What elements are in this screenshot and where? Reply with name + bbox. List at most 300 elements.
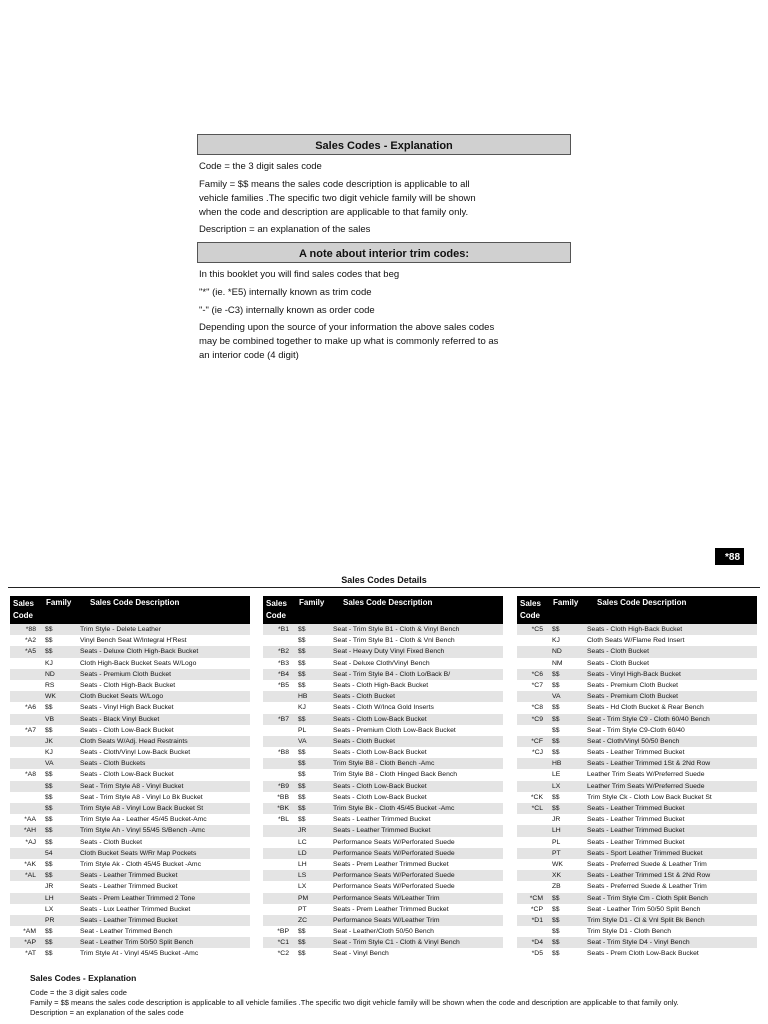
page-tag: *88 [715,548,744,565]
table-row [263,915,503,926]
table-row [263,803,503,814]
code-description: Seats - Vinyl High Back Bucket [80,704,174,712]
table-row [517,758,757,769]
table-row [517,725,757,736]
trim-note-line: "-" (ie -C3) internally known as order code [199,305,375,316]
family-code: $$ [45,793,53,801]
code-description: Seats - Leather Trimmed 1St & 2Nd Row [587,872,711,880]
family-code: LH [45,894,54,902]
table-row [517,736,757,747]
family-code: $$ [552,670,560,678]
sales-code: *C1 [277,939,289,947]
table-row [10,893,250,904]
family-code: $$ [298,939,306,947]
code-description: Leather Trim Seats W/Preferred Suede [587,771,705,779]
sales-code: *A8 [25,771,36,779]
code-description: Trim Style Aa - Leather 45/45 Bucket-Amc [80,816,207,824]
family-code: JR [45,883,54,891]
family-code: $$ [552,737,560,745]
family-code: VA [45,760,54,768]
table-row [10,635,250,646]
code-description: Seats - Premium Cloth Bucket [587,681,679,689]
column-header [10,596,250,624]
table-row [10,825,250,836]
family-code: $$ [298,771,306,779]
code-description: Seat - Trim Style Cm - Cloth Split Bench [587,894,708,902]
family-code: $$ [298,816,306,824]
family-code: $$ [45,637,53,645]
code-description: Trim Style Ah - Vinyl 55/45 S/Bench -Amc [80,827,206,835]
table-row [10,859,250,870]
table-row [10,702,250,713]
family-code: $$ [45,771,53,779]
sales-code: *BL [278,816,289,824]
divider [8,587,760,588]
column-header [517,596,757,624]
family-code: $$ [45,704,53,712]
table-row [10,948,250,959]
table-row [10,669,250,680]
code-description: Seats - Leather Trimmed Bucket [333,827,431,835]
table-row [517,915,757,926]
table-row [10,691,250,702]
family-code: WK [552,860,563,868]
code-description: Seats - Premium Cloth Bucket [587,693,679,701]
code-description: Seats - Leather Trimmed 1St & 2Nd Row [587,760,711,768]
table-row [10,792,250,803]
table-row [263,926,503,937]
table-row [517,893,757,904]
family-code: $$ [298,637,306,645]
sales-code: *CL [531,805,543,812]
sales-code: *CP [530,905,543,913]
family-code: $$ [552,793,560,801]
table-row [263,635,503,646]
code-description: Seats - Cloth Low-Back Bucket [80,726,174,734]
family-code: PR [45,916,55,924]
table-row [10,680,250,691]
family-code: $$ [45,939,53,947]
sales-code: *A7 [25,726,36,734]
table-row [10,646,250,657]
family-code: $$ [298,659,306,667]
table-row [10,870,250,881]
code-description: Trim Style A8 - Vinyl Low Back Bucket St [80,805,204,812]
sales-code: *B1 [278,626,289,633]
table-row [263,669,503,680]
sales-code: *AM [23,928,36,936]
code-description: Trim Style Bk - Cloth 45/45 Bucket -Amc [333,805,455,812]
family-code: PT [298,905,307,913]
family-code: LH [552,827,561,835]
family-code: $$ [552,704,560,712]
table-row [517,635,757,646]
table-row [10,624,250,635]
table-row [263,691,503,702]
table-row [263,881,503,892]
family-code: LH [298,860,307,868]
trim-note-line: "*" (ie. *E5) internally known as trim code [199,287,372,298]
table-row [263,624,503,635]
family-code: KJ [45,749,53,757]
table-row [263,646,503,657]
family-code: LX [298,883,307,891]
code-description: Seat - Trim Style B1 - Cloth & Vinyl Bench [333,626,460,633]
sales-code: *B8 [278,749,289,757]
family-code: HB [298,693,308,701]
table-row [263,658,503,669]
sales-code: *AH [23,827,36,835]
table-row [263,725,503,736]
code-description: Seat - Trim Style A8 - Vinyl Bucket [80,782,184,790]
sales-code: *C5 [531,626,543,633]
sales-code: *CF [531,737,543,745]
rows [517,624,757,960]
code-description: Seats - Leather Trimmed Bucket [80,883,178,891]
family-code: $$ [298,928,306,936]
code-description: Seat - Deluxe Cloth/Vinyl Bench [333,659,430,667]
sales-code: *AK [24,860,36,868]
table-row [10,769,250,780]
sales-code: *A6 [25,704,36,712]
code-description: Cloth Seats W/Adj. Head Restraints [80,737,188,745]
sales-code: *AT [25,950,36,958]
code-description: Seats - Lux Leather Trimmed Bucket [80,905,191,913]
sales-code: *AJ [25,838,36,846]
code-description: Cloth High-Back Bucket Seats W/Logo [80,659,197,667]
code-description: Performance Seats W/Perforated Suede [333,872,455,880]
family-code: $$ [45,805,53,812]
family-code: $$ [45,626,53,633]
code-description: Seats - Leather Trimmed Bucket [80,872,178,880]
table-row [517,714,757,725]
sales-code: *BB [277,793,289,801]
sales-code: *B9 [278,782,289,790]
family-code: JK [45,737,53,745]
code-description: Seats - Cloth Low-Back Bucket [333,793,427,801]
code-description: Trim Style Ck - Cloth Low Back Bucket St [587,793,712,801]
sales-code: *C2 [277,950,289,958]
code-description: Seats - Hd Cloth Bucket & Rear Bench [587,704,704,712]
rows [10,624,250,960]
sales-code: *B2 [278,648,289,656]
family-code: HB [552,760,562,768]
table-row [263,814,503,825]
table-row [263,758,503,769]
table-row [10,926,250,937]
code-description: Cloth Bucket Seats W/Rr Map Pockets [80,849,197,857]
sales-code: *C6 [531,670,543,678]
table-row [10,803,250,814]
sales-code: *B7 [278,715,289,723]
table-row [10,837,250,848]
header-code: Sales Code [266,599,287,620]
table-row [517,792,757,803]
table-row [517,781,757,792]
table-row [517,624,757,635]
family-code: $$ [552,905,560,913]
code-description: Trim Style D1 - Cl & Vnl Split Bk Bench [587,916,705,924]
header-description: Sales Code Description [597,598,687,607]
table-row [10,937,250,948]
code-description: Cloth Bucket Seats W/Logo [80,693,164,701]
code-description: Seats - Leather Trimmed Bucket [80,916,178,924]
family-code: $$ [298,782,306,790]
table-row [10,714,250,725]
family-code: PL [552,838,561,846]
family-code: $$ [552,726,560,734]
header-family: Family [299,598,325,607]
family-code: $$ [298,793,306,801]
code-description: Seats - Prem Leather Trimmed Bucket [333,860,449,868]
code-description: Seats - Leather Trimmed Bucket [587,805,685,812]
code-description: Seats - Preferred Suede & Leather Trim [587,860,707,868]
table-row [263,680,503,691]
table-row [517,825,757,836]
sales-code: *C7 [531,681,543,689]
code-description: Seats - Cloth Low-Back Bucket [80,771,174,779]
code-description: Trim Style At - Vinyl 45/45 Bucket -Amc [80,950,199,958]
code-description: Seat - Trim Style C1 - Cloth & Vinyl Bench [333,939,460,947]
code-description: Seats - Leather Trimmed Bucket [587,827,685,835]
code-description: Seat - Leather Trimmed Bench [80,928,173,936]
family-code: $$ [45,860,53,868]
details-title: Sales Codes Details [341,575,427,585]
family-code: $$ [298,715,306,723]
code-description: Vinyl Bench Seat W/Integral H'Rest [80,637,187,645]
table-row [517,646,757,657]
code-description: Seats - Premium Cloth Bucket [80,670,172,678]
table-row [517,769,757,780]
table-row [10,904,250,915]
code-description: Performance Seats W/Perforated Suede [333,838,455,846]
sales-code: *C8 [531,704,543,712]
table-row [263,736,503,747]
family-code: PL [298,726,307,734]
family-code: LC [298,838,307,846]
code-description: Trim Style B8 - Cloth Bench -Amc [333,760,435,768]
code-description: Seats - Prem Leather Trimmed Bucket [333,905,449,913]
code-description: Seats - Cloth Bucket [80,838,142,846]
family-code: ND [45,670,55,678]
family-code: $$ [298,681,306,689]
code-description: Seats - Cloth/Vinyl Low-Back Bucket [80,749,191,757]
table-row [517,937,757,948]
code-description: Seats - Leather Trimmed Bucket [587,749,685,757]
sales-code: *D4 [531,939,543,947]
column-header [263,596,503,624]
family-code: $$ [45,827,53,835]
rows [263,624,503,960]
code-description: Trim Style B8 - Cloth Hinged Back Bench [333,771,458,779]
table-row [10,781,250,792]
family-code: $$ [45,648,53,656]
sales-code: *BK [277,805,289,812]
table-row [517,948,757,959]
table-row [263,837,503,848]
code-description: Seats - Cloth Bucket [587,659,649,667]
family-code: $$ [552,626,560,633]
sales-code: *B4 [278,670,289,678]
code-description: Seat - Trim Style A8 - Vinyl Lo Bk Bucket [80,793,203,801]
family-code: $$ [45,872,53,880]
code-description: Performance Seats W/Leather Trim [333,894,440,902]
codes-column [517,596,757,960]
family-code: VB [45,715,55,723]
family-code: $$ [298,760,306,768]
family-code: $$ [552,715,560,723]
sales-code: *D1 [531,916,543,924]
code-description: Seats - Premium Cloth Low-Back Bucket [333,726,456,734]
code-description: Seats - Deluxe Cloth High-Back Bucket [80,648,199,656]
family-code: JR [298,827,307,835]
sales-code: *D5 [531,950,543,958]
family-code: $$ [298,670,306,678]
family-code: VA [298,737,307,745]
sales-code: *CK [530,793,543,801]
code-description: Seat - Trim Style D4 - Vinyl Bench [587,939,690,947]
header-code: Sales Code [13,599,34,620]
description-definition: Description = an explanation of the sales [199,224,371,235]
table-row [263,937,503,948]
code-description: Seats - Black Vinyl Bucket [80,715,160,723]
family-code: $$ [298,648,306,656]
family-code: ZB [552,883,561,891]
code-description: Seat - Vinyl Bench [333,950,389,958]
family-code: $$ [552,928,560,936]
table-row [10,747,250,758]
table-row [517,904,757,915]
family-code: PM [298,894,309,902]
header-family: Family [46,598,72,607]
family-code: LD [298,849,307,857]
family-code: WK [45,693,56,701]
code-definition: Code = the 3 digit sales code [199,161,322,172]
family-code: ZC [298,916,308,924]
table-row [517,870,757,881]
table-row [263,948,503,959]
family-code: $$ [552,916,560,924]
table-row [10,758,250,769]
family-code: KJ [298,704,306,712]
family-code: LS [298,872,307,880]
sales-code: *C9 [531,715,543,723]
family-code: 54 [45,849,53,857]
code-description: Seat - Trim Style B1 - Cloth & Vnl Bench [333,637,455,645]
table-row [263,904,503,915]
code-description: Performance Seats W/Leather Trim [333,916,440,924]
table-row [517,859,757,870]
table-row [263,792,503,803]
family-code: $$ [45,838,53,846]
codes-column [10,596,250,960]
family-code: $$ [552,939,560,947]
bottom-line: Description = an explanation of the sales code [30,1008,184,1017]
sales-code: *CJ [532,749,543,757]
code-description: Seats - Prem Cloth Low-Back Bucket [587,950,699,958]
table-row [263,781,503,792]
explanation-title: Sales Codes - Explanation [197,134,571,155]
family-code: $$ [45,928,53,936]
family-code: ND [552,648,562,656]
trim-note-paragraph: Depending upon the source of your information the above sales codes may be combined together to make up what is commonly referred to as an interior code (4 digit) [199,322,499,361]
family-code: KJ [552,637,560,645]
table-row [263,769,503,780]
sales-code: *A5 [25,648,36,656]
code-description: Seats - Cloth Buckets [80,760,146,768]
family-code: $$ [298,950,306,958]
code-description: Seats - Cloth Low-Back Bucket [333,782,427,790]
sales-code: *AA [24,816,36,824]
code-description: Seats - Sport Leather Trimmed Bucket [587,849,703,857]
table-row [517,680,757,691]
table-row [263,714,503,725]
table-row [263,893,503,904]
sales-code: *B3 [278,659,289,667]
table-row [517,848,757,859]
table-row [517,881,757,892]
header-code: Sales Code [520,599,541,620]
code-description: Seats - Leather Trimmed Bucket [587,816,685,824]
family-code: $$ [45,816,53,824]
family-code: XK [552,872,562,880]
code-description: Seats - Cloth Low-Back Bucket [333,749,427,757]
code-description: Seat - Trim Style C9 - Cloth 60/40 Bench [587,715,710,723]
family-code: NM [552,659,563,667]
code-description: Seats - Cloth Bucket [333,693,395,701]
table-row [10,725,250,736]
table-row [517,669,757,680]
code-description: Seats - Cloth Bucket [333,737,395,745]
code-description: Seats - Prem Leather Trimmed 2 Tone [80,894,196,902]
trim-note-line: In this booklet you will find sales codes that beg [199,269,400,280]
table-row [10,881,250,892]
family-code: LX [552,782,561,790]
family-code: $$ [552,805,560,812]
family-code: $$ [552,681,560,689]
sales-code: *B5 [278,681,289,689]
family-code: LE [552,771,561,779]
table-row [10,814,250,825]
family-definition: Family = $$ means the sales code description is applicable to all vehicle families .The specific two digit vehicle family will be shown when the code and description are applicable to that family only. [199,179,476,218]
table-row [517,691,757,702]
sales-code: *BP [277,928,289,936]
code-description: Seats - Leather Trimmed Bucket [587,838,685,846]
code-description: Seat - Cloth/Vinyl 50/50 Bench [587,737,680,745]
code-description: Seats - Cloth High-Back Bucket [587,626,683,633]
code-description: Seats - Cloth W/Inca Gold Inserts [333,704,434,712]
table-row [517,747,757,758]
code-description: Seat - Leather Trim 50/50 Split Bench [80,939,194,947]
code-description: Trim Style Ak - Cloth 45/45 Bucket -Amc [80,860,201,868]
code-description: Seat - Leather/Cloth 50/50 Bench [333,928,434,936]
table-row [517,803,757,814]
code-description: Seats - Cloth Low-Back Bucket [333,715,427,723]
family-code: $$ [45,782,53,790]
table-row [10,736,250,747]
table-row [263,870,503,881]
code-description: Cloth Seats W/Flame Red Insert [587,637,685,645]
bottom-line: Code = the 3 digit sales code [30,988,127,997]
sales-code: *A2 [25,637,36,645]
family-code: $$ [552,950,560,958]
code-description: Seats - Vinyl High-Back Bucket [587,670,681,678]
code-description: Seat - Heavy Duty Vinyl Fixed Bench [333,648,445,656]
code-description: Seats - Leather Trimmed Bucket [333,816,431,824]
family-code: JR [552,816,561,824]
table-row [263,825,503,836]
family-code: $$ [298,626,306,633]
